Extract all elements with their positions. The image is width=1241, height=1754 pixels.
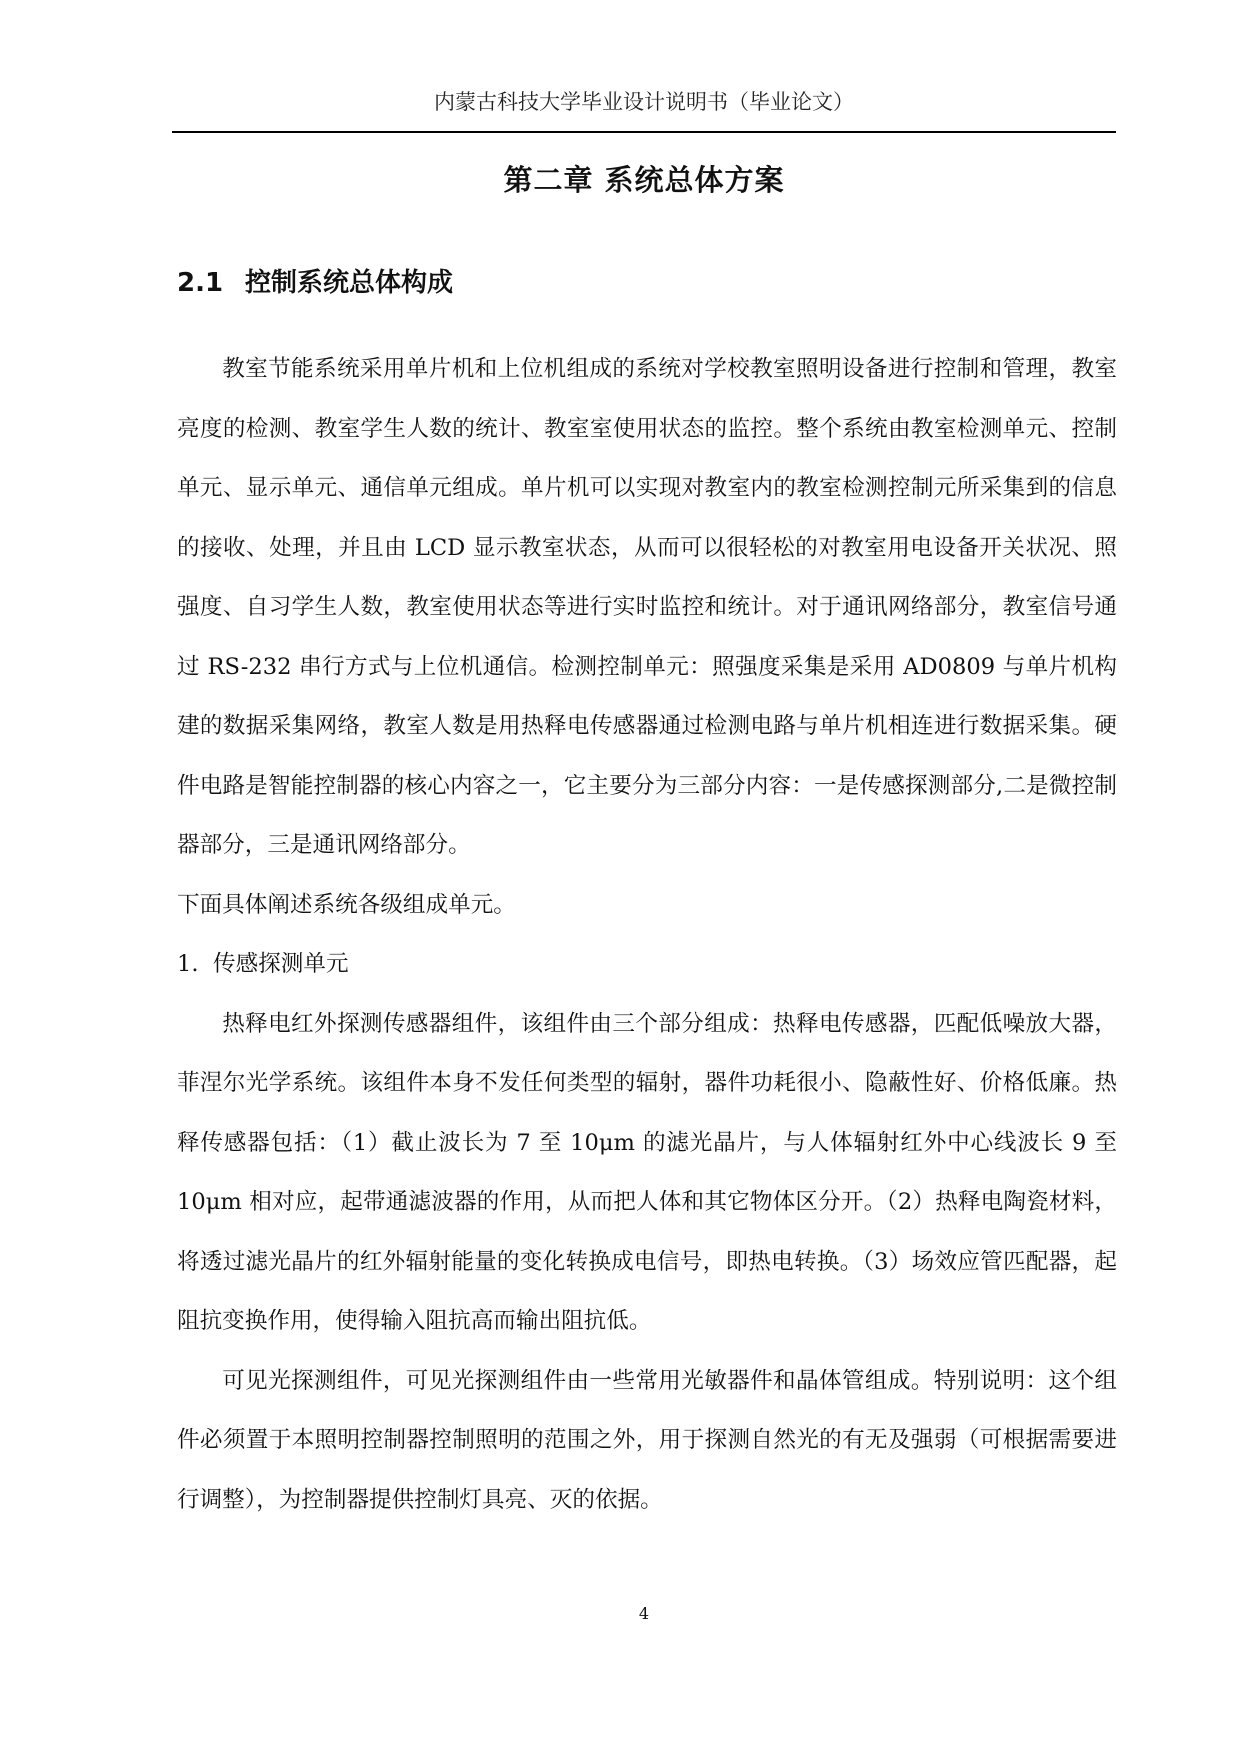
body-text [177,340,1117,1530]
header-rule [172,131,1116,133]
paragraph-pyroelectric-sensor: 热释电红外探测传感器组件，该组件由三个部分组成：热释电传感器，匹配低噪放大器，菲涅尔光学系统。该组件本身不发任何类型的辐射，器件功耗很小、隐蔽性好、价格低廉。热释传感器包括：（1）截止波长为 7 至 10μm 的滤光晶片，与人体辐射红外中心线波长 9 至 10μm 相对应，起带通滤波器的作用，从而把人体和其它物体区分开。（2）热释电陶瓷材料，将透过滤光晶片的红外辐射能量的变化转换成电信号，即热电转换。（3）场效应管匹配器，起阻抗变换作用，使得输入阻抗高而输出阻抗低。 [177,1010,1117,1334]
list-item-sensor-unit [177,935,1117,995]
list-item-label: 传感探测单元 [213,951,349,977]
section-title: 控制系统总体构成 [245,268,454,298]
paragraph-system-overview: 教室节能系统采用单片机和上位机组成的系统对学校教室照明设备进行控制和管理，教室亮度的检测、教室学生人数的统计、教室室使用状态的监控。整个系统由教室检测单元、控制单元、显示单元、通信单元组成。单片机可以实现对教室内的教室检测控制元所采集到的信息的接收、处理，并且由 LCD 显示教室状态，从而可以很轻松的对教室用电设备开关状况、照强度、自习学生人数，教室使用状态等进行实时监控和统计。对于通讯网络部分，教室信号通过 RS-232 串行方式与上位机通信。检测控制单元：照强度采集是采用 AD0809 与单片机构建的数据采集网络，教室人数是用热释电传感器通过检测电路与单片机相连进行数据采集。硬件电路是智能控制器的核心内容之一，它主要分为三部分内容：一是传感探测部分,二是微控制器部分，三是通讯网络部分。 [177,356,1117,858]
paragraph-visible-light-sensor: 可见光探测组件，可见光探测组件由一些常用光敏器件和晶体管组成。特别说明：这个组件必须置于本照明控制器控制照明的范围之外，用于探测自然光的有无及强弱（可根据需要进行调整），为控制器提供控制灯具亮、灭的依据。 [177,1367,1117,1513]
chapter-title: 第二章 系统总体方案 [503,163,785,197]
list-item-number: 1. [177,951,199,977]
section-heading [177,262,453,299]
page-number: 4 [638,1604,650,1623]
paragraph-transition: 下面具体阐述系统各级组成单元。 [177,891,516,918]
section-number: 2.1 [177,268,224,298]
running-header: 内蒙古科技大学毕业设计说明书（毕业论文） [434,90,854,114]
